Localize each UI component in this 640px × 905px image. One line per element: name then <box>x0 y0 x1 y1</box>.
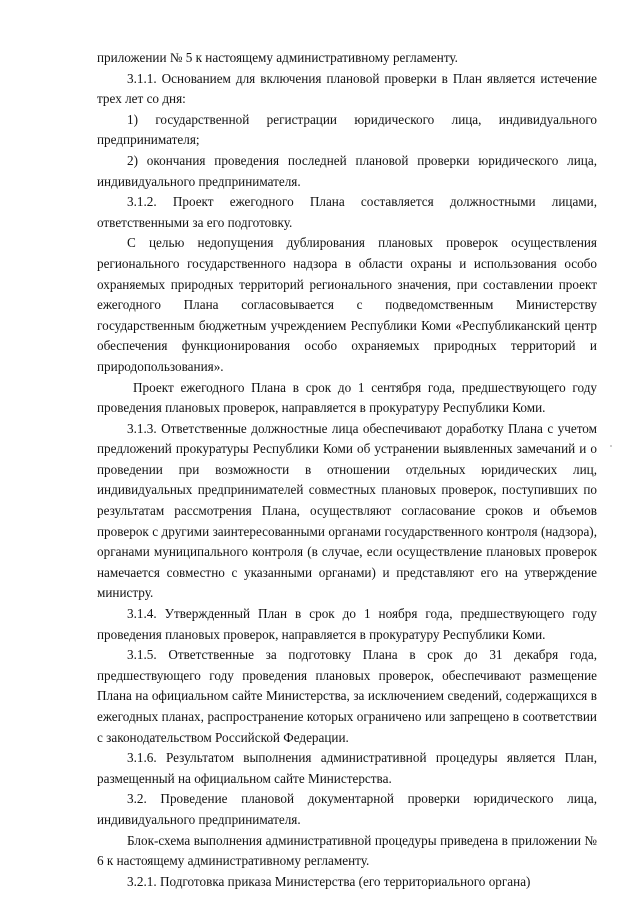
paragraph-3-1-2: 3.1.2. Проект ежегодного Плана составляется должностными лицами, ответственными за его подготовку. <box>97 194 597 230</box>
paragraph-item-1: 1) государственной регистрации юридического лица, индивидуального предпринимателя; <box>97 111 597 148</box>
document-page <box>97 48 597 892</box>
paragraph-3-1-4: 3.1.4. Утвержденный План в срок до 1 ноября года, предшествующего году проведения плановых проверок, направляется в прокуратуру Республики Коми. <box>97 606 597 642</box>
paragraph-duplication: С целью недопущения дублирования плановых проверок осуществления регионального государственного надзора в области охраны и использования особо охраняемых природных территорий регионального значения, при составлении проект ежегодного Плана согласовывается с подведомственным Министерству государственным бюджетным учреждением Республики Коми «Республиканский центр обеспечения функционирования особо охраняемых природных территорий и природопользования». <box>97 235 597 374</box>
paragraph-draft-plan: Проект ежегодного Плана в срок до 1 сентября года, предшествующего году проведения плановых проверок, направляется в прокуратуру Республики Коми. <box>97 379 597 416</box>
paragraph-continuation: приложении № 5 к настоящему административному регламенту. <box>97 50 458 65</box>
scan-artifact <box>610 445 612 447</box>
paragraph-3-1-3: 3.1.3. Ответственные должностные лица обеспечивают доработку Плана с учетом предложений прокуратуры Республики Коми об устранении выявленных замечаний и о проведении при возможности в отношении отдельных юридических лиц, индивидуальных предпринимателей совместных плановых проверок, поступивших по результатам рассмотрения Плана, осуществляют согласование сроков и объемов проверок с другими заинтересованными органами государственного контроля (надзора), органами муниципального контроля (в случае, если осуществление плановых проверок намечается совместно с указанными органами) и представляют его на утверждение министру. <box>97 420 597 601</box>
paragraph-3-2-1: 3.2.1. Подготовка приказа Министерства (его территориального органа) <box>127 873 531 889</box>
paragraph-block-scheme: Блок-схема выполнения административной процедуры приведена в приложении № 6 к настоящему административному регламенту. <box>97 832 597 869</box>
paragraph-3-1-6: 3.1.6. Результатом выполнения административной процедуры является План, размещенный на официальном сайте Министерства. <box>97 750 597 786</box>
paragraph-item-2: 2) окончания проведения последней плановой проверки юридического лица, индивидуального предпринимателя. <box>97 152 597 189</box>
paragraph-3-2: 3.2. Проведение плановой документарной проверки юридического лица, индивидуального предпринимателя. <box>97 791 597 827</box>
paragraph-3-1-1: 3.1.1. Основанием для включения плановой проверки в План является истечение трех лет со дня: <box>97 70 597 107</box>
paragraph-3-1-5: 3.1.5. Ответственные за подготовку Плана в срок до 31 декабря года, предшествующего году проведения плановых проверок, обеспечивают размещение Плана на официальном сайте Министерства, за исключением сведений, содержащихся в ежегодных планах, распространение которых ограничено или запрещено в соответствии с законодательством Российской Федерации. <box>97 647 597 745</box>
